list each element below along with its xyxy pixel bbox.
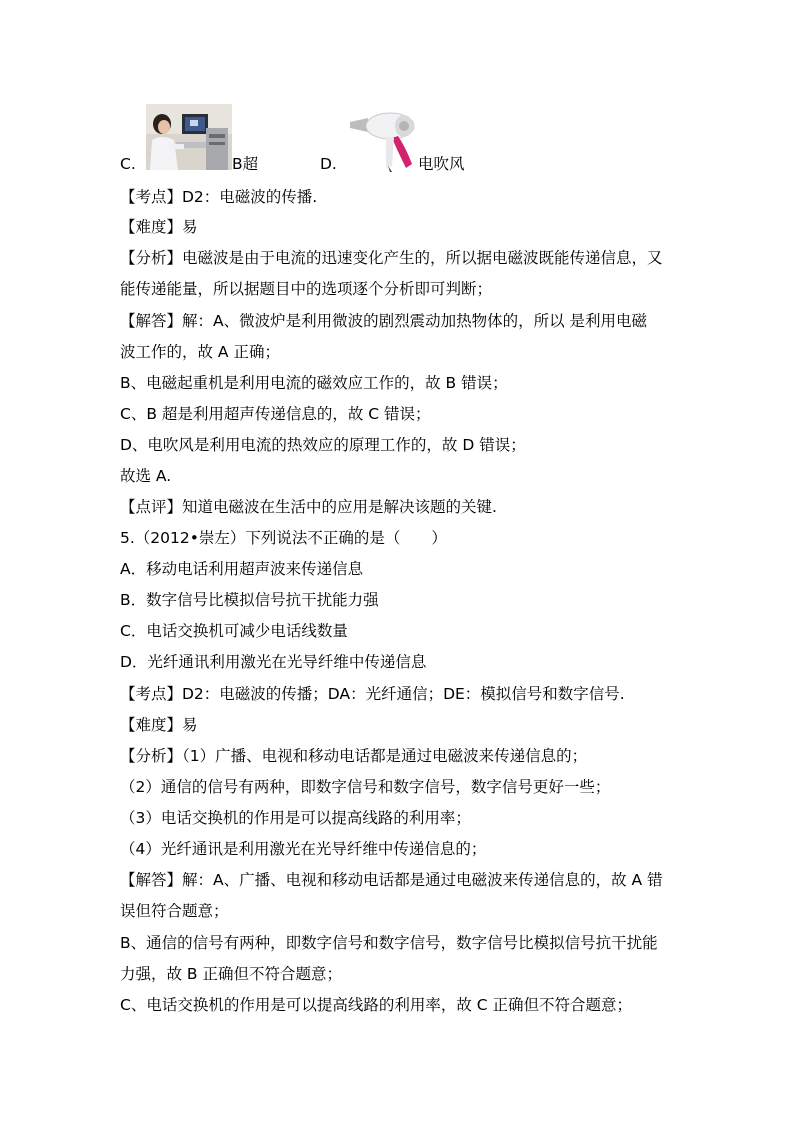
text-line: 【解答】解：A、广播、电视和移动电话都是通过电磁波来传递信息的，故 A 错: [120, 871, 663, 889]
text-line: 【点评】知道电磁波在生活中的应用是解决该题的关键.: [120, 498, 497, 516]
text-line: 【解答】解：A、微波炉是利用微波的剧烈震动加热物体的，所以 是利用电磁: [120, 312, 648, 330]
text-line: D、电吹风是利用电流的热效应的原理工作的，故 D 错误；: [120, 436, 526, 454]
option-c-label: C.: [120, 155, 136, 173]
text-line: 【分析】电磁波是由于电流的迅速变化产生的，所以据电磁波既能传递信息，又: [120, 249, 663, 267]
text-line: （3）电话交换机的作用是可以提高线路的利用率；: [120, 809, 471, 827]
ultrasound-doctor-photo-icon: [146, 104, 232, 170]
text-line: 故选 A.: [120, 467, 172, 485]
text-line: B、通信的信号有两种，即数字信号和数字信号，数字信号比模拟信号抗干扰能: [120, 934, 658, 952]
text-line: 【难度】易: [120, 218, 198, 236]
text-line: 误但符合题意；: [120, 902, 229, 920]
option-d-label: D.: [320, 155, 337, 173]
text-line: 【难度】易: [120, 716, 198, 734]
text-line: C、电话交换机的作用是可以提高线路的利用率，故 C 正确但不符合题意；: [120, 996, 633, 1014]
text-line: 【考点】D2：电磁波的传播.: [120, 188, 318, 206]
question-option-b: B．数字信号比模拟信号抗干扰能力强: [120, 591, 379, 609]
question-option-a: A．移动电话利用超声波来传递信息: [120, 560, 364, 578]
question-option-d: D．光纤通讯利用激光在光导纤维中传递信息: [120, 653, 427, 671]
text-line: B、电磁起重机是利用电流的磁效应工作的，故 B 错误；: [120, 374, 508, 392]
question-stem: 5.（2012•崇左）下列说法不正确的是（ ）: [120, 529, 447, 547]
option-d-caption: 电吹风: [418, 155, 465, 173]
options-row: [0, 100, 794, 180]
text-line: 波工作的，故 A 正确；: [120, 343, 280, 361]
text-line: （2）通信的信号有两种，即数字信号和数字信号，数字信号更好一些；: [120, 778, 611, 796]
text-line: （4）光纤通讯是利用激光在光导纤维中传递信息的；: [120, 840, 487, 858]
text-line: 【考点】D2：电磁波的传播；DA：光纤通信；DE：模拟信号和数字信号.: [120, 685, 625, 703]
text-line: 【分析】（1）广播、电视和移动电话都是通过电磁波来传递信息的；: [120, 747, 588, 765]
option-c-caption: B超: [232, 155, 259, 173]
text-line: 力强，故 B 正确但不符合题意；: [120, 965, 342, 983]
text-line: C、B 超是利用超声传递信息的，故 C 错误；: [120, 405, 431, 423]
text-line: 能传递能量，所以据题目中的选项逐个分析即可判断；: [120, 280, 493, 298]
question-option-c: C．电话交换机可减少电话线数量: [120, 622, 348, 640]
hair-dryer-photo-icon: [346, 108, 418, 172]
